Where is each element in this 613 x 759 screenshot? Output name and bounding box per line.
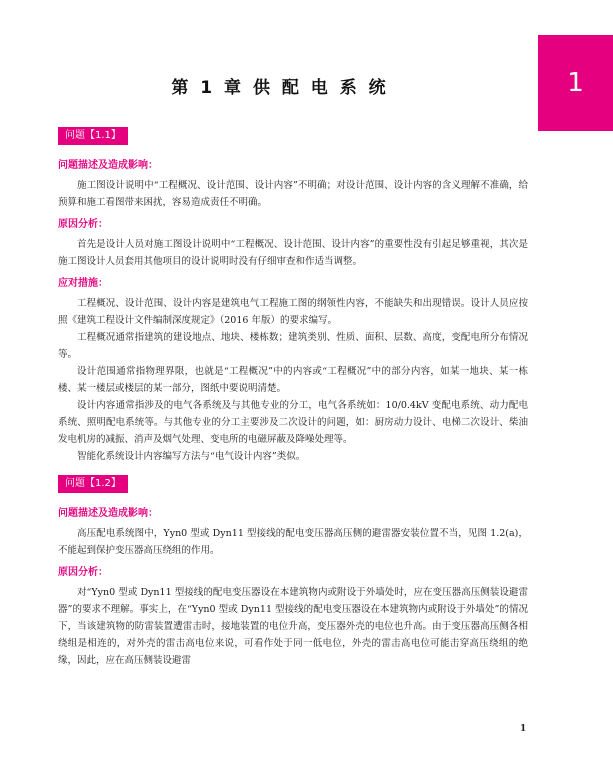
paragraph: 工程概况、设计范围、设计内容是建筑电气工程施工图的纲领性内容，不能缺失和出现错误。设计人员应按照《建筑工程设计文件编制深度规定》（2016 年版）的要求编写。: [58, 298, 528, 326]
paragraph: 智能化系统设计内容编写方法与“电气设计内容”类似。: [77, 451, 306, 462]
paragraph: 高压配电系统图中，Yyn0 型或 Dyn11 型接线的配电变压器高压侧的避雷器安装位置不当，见图 1.2(a)，不能起到保护变压器高压绕组的作用。: [58, 528, 528, 556]
question-label: 问题【1.2】: [58, 475, 128, 493]
page-number: 1: [520, 724, 527, 734]
question-label: 问题【1.1】: [58, 127, 128, 145]
paragraph: 对“Yyn0 型或 Dyn11 型接线的配电变压器设在本建筑物内或附设于外墙处时，应在变压器高压侧装设避雷器”的要求不理解。事实上，在“Yyn0 型或 Dyn11 型接线的配电变压器设在本建筑物内或附设于外墙处”的情况下，当该建筑物的防雷装置遭雷击时，接地装置的电位升高，变压器外壳的电位也升高。由于变压器高压侧各相绕组是相连的，对外壳的雷击高电位来说，可看作处于同一低电位，外壳的雷击高电位可能击穿高压绕组的绝缘，因此，应在高压侧装设避雷: [58, 587, 528, 666]
section-heading: 问题描述及造成影响：: [58, 508, 158, 519]
section-heading: 原因分析：: [58, 567, 108, 578]
paragraph: 首先是设计人员对施工图设计说明中“工程概况、设计范围、设计内容”的重要性没有引起足够重视，其次是施工图设计人员套用其他项目的设计说明时没有仔细审查和作适当调整。: [58, 239, 528, 267]
section-heading: 问题描述及造成影响：: [58, 160, 158, 171]
section-1-2: [58, 471, 528, 669]
paragraph: 施工图设计说明中“工程概况、设计范围、设计内容”不明确；对设计范围、设计内容的含义理解不准确，给预算和施工看图带来困扰，容易造成责任不明确。: [58, 180, 528, 208]
section-heading: 原因分析：: [58, 219, 108, 230]
chapter-tab: 1: [538, 35, 613, 131]
chapter-title: 第 1 章 供 配 电 系 统: [171, 78, 389, 98]
section-heading: 应对措施：: [58, 278, 108, 289]
page-content: [58, 123, 528, 669]
paragraph: 设计内容通常指涉及的电气各系统及与其他专业的分工，电气各系统如：10/0.4kV 变配电系统、动力配电系统、照明配电系统等。与其他专业的分工主要涉及二次设计的问题，如：厨房动力设计、电梯二次设计、柴油发电机房的减振、消声及烟气处理、变电所的电磁屏蔽及降噪处理等。: [58, 400, 528, 445]
paragraph: 设计范围通常指物理界限，也就是“工程概况”中的内容或“工程概况”中的部分内容，如某一地块、某一栋楼、某一楼层或楼层的某一部分，图纸中要说明清楚。: [58, 366, 528, 394]
section-1-1: [58, 123, 528, 465]
paragraph: 工程概况通常指建筑的建设地点、地块、楼栋数；建筑类别、性质、面积、层数、高度，变配电所分布情况等。: [58, 332, 528, 360]
